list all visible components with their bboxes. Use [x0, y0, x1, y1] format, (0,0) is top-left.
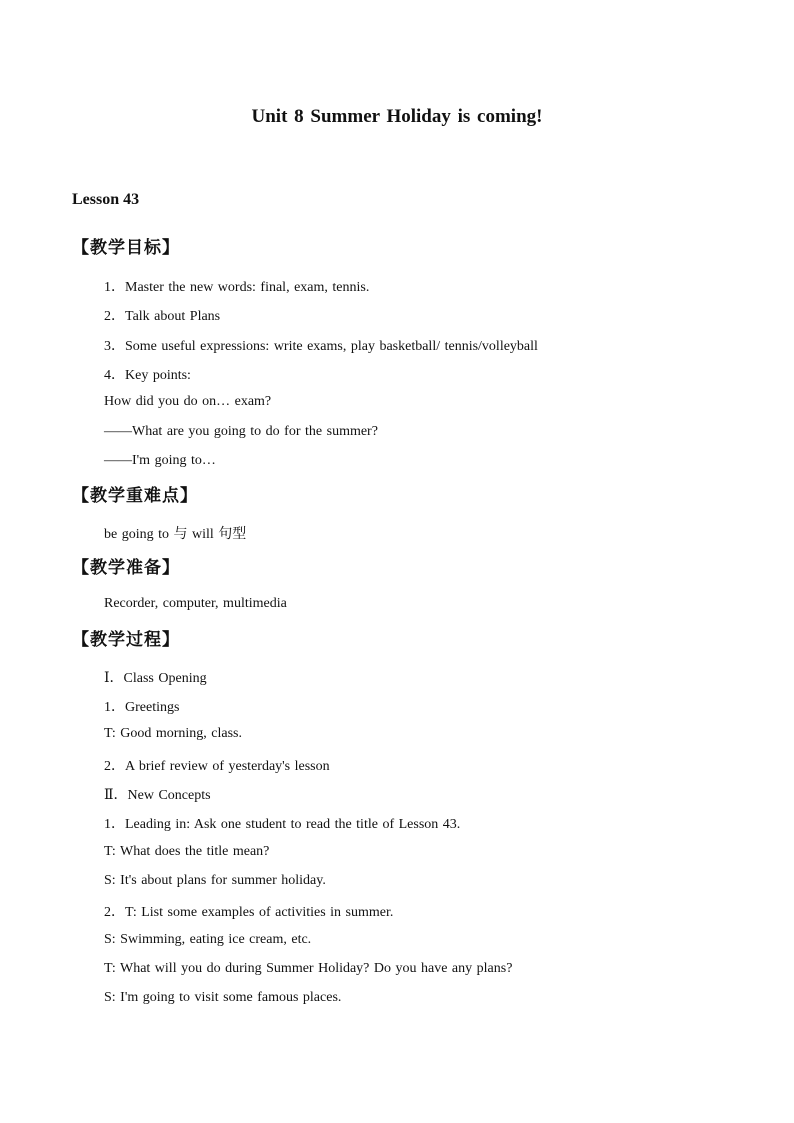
- process-line: Ⅱ．New Concepts: [104, 788, 211, 803]
- key-difficult-text-b: 与: [173, 526, 188, 542]
- process-line: Ⅰ．Class Opening: [104, 671, 207, 686]
- process-heading: 【教学过程】: [72, 630, 180, 650]
- lesson-label: Lesson 43: [72, 191, 140, 208]
- process-line: 1．Leading in: Ask one student to read the title of Lesson 43.: [104, 817, 461, 832]
- objective-line: 4．Key points:: [104, 368, 191, 383]
- process-line: 2．T: List some examples of activities in summer.: [104, 905, 394, 920]
- key-difficult-heading: 【教学重难点】: [72, 486, 198, 506]
- document-title: Unit 8 Summer Holiday is coming!: [251, 106, 543, 127]
- objective-line: 1．Master the new words: final, exam, tennis.: [104, 280, 370, 295]
- process-line: T: What will you do during Summer Holiday? Do you have any plans?: [104, 961, 513, 976]
- process-line: T: Good morning, class.: [104, 726, 243, 741]
- process-line: 2．A brief review of yesterday's lesson: [104, 759, 330, 774]
- objectives-heading: 【教学目标】: [72, 238, 180, 258]
- objective-line: 3．Some useful expressions: write exams, play basketball/ tennis/volleyball: [104, 339, 538, 354]
- process-line: S: It's about plans for summer holiday.: [104, 873, 326, 888]
- objective-line: ——I'm going to…: [104, 453, 216, 468]
- process-line: S: I'm going to visit some famous places.: [104, 990, 342, 1005]
- objective-line: ——What are you going to do for the summer?: [104, 424, 378, 439]
- process-line: T: What does the title mean?: [104, 844, 270, 859]
- preparation-line: Recorder, computer, multimedia: [104, 596, 287, 611]
- key-difficult-text-d: 句型: [218, 526, 247, 542]
- preparation-heading: 【教学准备】: [72, 558, 180, 578]
- objective-line: How did you do on… exam?: [104, 394, 272, 409]
- key-difficult-line: [104, 523, 246, 543]
- objective-line: 2．Talk about Plans: [104, 309, 221, 324]
- process-line: 1．Greetings: [104, 700, 180, 715]
- process-line: S: Swimming, eating ice cream, etc.: [104, 932, 312, 947]
- key-difficult-text-a: be going to: [104, 527, 174, 542]
- key-difficult-text-c: will: [187, 527, 219, 542]
